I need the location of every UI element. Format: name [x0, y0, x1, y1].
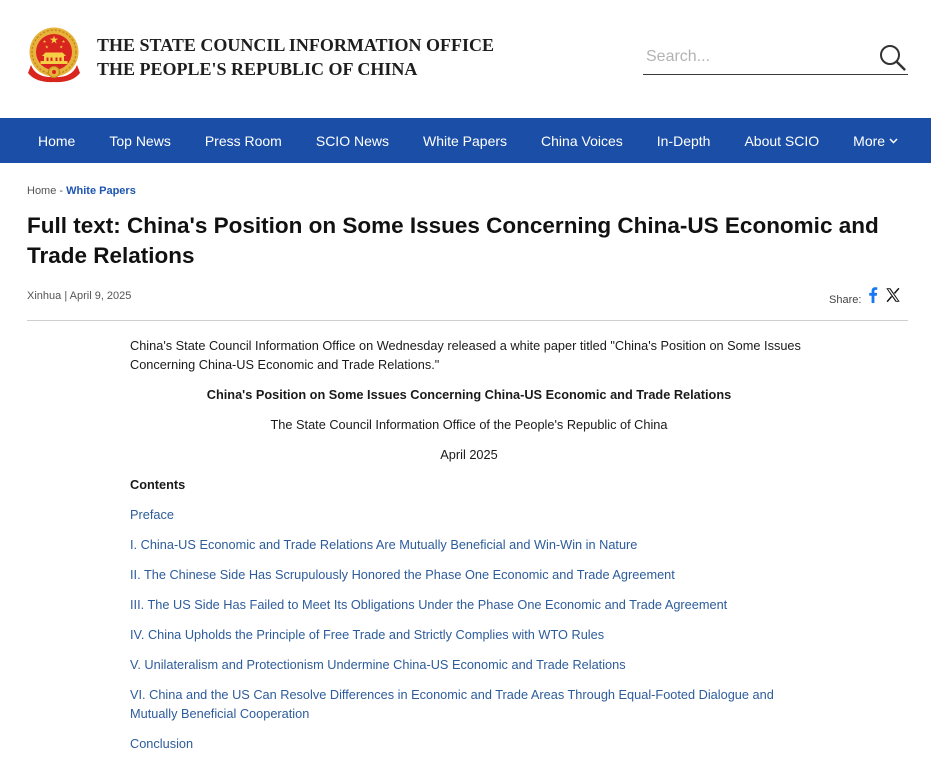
- contents-item: [130, 535, 808, 554]
- document-date: April 2025: [440, 447, 498, 462]
- site-title: [97, 33, 494, 81]
- contents-item: [130, 565, 808, 584]
- contents-link-section-4[interactable]: IV. China Upholds the Principle of Free Trade and Strictly Complies with WTO Rules: [130, 627, 605, 642]
- title-divider: [27, 320, 908, 321]
- search-icon: [879, 44, 906, 71]
- nav-item-home[interactable]: Home: [38, 132, 76, 149]
- contents-link-section-2[interactable]: II. The Chinese Side Has Scrupulously Honored the Phase One Economic and Trade Agreement: [130, 567, 675, 582]
- contents-link-conclusion[interactable]: Conclusion: [130, 736, 194, 751]
- share-label: Share:: [829, 294, 862, 306]
- nav-item-more-label: More: [853, 132, 886, 149]
- contents-link-preface[interactable]: Preface: [130, 507, 174, 522]
- breadcrumb-home[interactable]: Home: [27, 185, 57, 197]
- nav-item-press-room[interactable]: Press Room: [204, 132, 282, 149]
- intro-paragraph: China's State Council Information Office on Wednesday released a white paper titled "China's Position on Some Issues Concerning China-US Economic and Trade Relations.": [130, 338, 801, 372]
- breadcrumb: [27, 184, 908, 198]
- main-content: [27, 163, 908, 753]
- document-title: China's Position on Some Issues Concerning China-US Economic and Trade Relations: [206, 387, 732, 402]
- contents-link-section-1[interactable]: I. China-US Economic and Trade Relations Are Mutually Beneficial and Win-Win in Nature: [130, 537, 638, 552]
- nav-item-china-voices[interactable]: China Voices: [541, 132, 623, 149]
- contents-item: [130, 595, 808, 614]
- main-nav: [0, 118, 931, 163]
- contents-link-section-3[interactable]: III. The US Side Has Failed to Meet Its Obligations Under the Phase One Economic and Trade Agreement: [130, 597, 728, 612]
- article-date: April 9, 2025: [69, 290, 132, 302]
- breadcrumb-separator: -: [59, 185, 64, 197]
- nav-item-about-scio[interactable]: About SCIO: [744, 132, 820, 149]
- nav-item-top-news[interactable]: Top News: [109, 132, 171, 149]
- nav-item-scio-news[interactable]: SCIO News: [315, 132, 389, 149]
- article-title: Full text: China's Position on Some Issues Concerning China-US Economic and Trade Relations: [27, 213, 879, 268]
- search-input[interactable]: [643, 40, 871, 74]
- contents-link-section-5[interactable]: V. Unilateralism and Protectionism Undermine China-US Economic and Trade Relations: [130, 657, 626, 672]
- site-title-line1: THE STATE COUNCIL INFORMATION OFFICE: [97, 35, 495, 55]
- contents-item: [130, 505, 808, 524]
- breadcrumb-white-papers[interactable]: White Papers: [66, 185, 136, 197]
- search-bar: [643, 40, 908, 75]
- contents-link-section-6[interactable]: VI. China and the US Can Resolve Differences in Economic and Trade Areas Through Equal-Footed Dialogue and Mutually Beneficial Cooperation: [130, 687, 774, 721]
- contents-heading: Contents: [130, 477, 186, 492]
- article-body: [130, 336, 808, 753]
- contents-item: [130, 685, 808, 723]
- article-source: Xinhua: [27, 290, 62, 302]
- document-issuer: The State Council Information Office of the People's Republic of China: [270, 417, 668, 432]
- byline-separator: |: [64, 290, 68, 302]
- chevron-down-icon: [889, 138, 898, 144]
- site-logo-link[interactable]: [27, 27, 507, 83]
- contents-item: [130, 625, 808, 644]
- search-button[interactable]: [879, 44, 906, 71]
- site-title-line2: THE PEOPLE'S REPUBLIC OF CHINA: [97, 59, 418, 79]
- byline: [27, 289, 131, 303]
- national-emblem-icon: [27, 27, 81, 83]
- site-header: [0, 0, 931, 118]
- nav-item-in-depth[interactable]: In-Depth: [656, 132, 711, 149]
- nav-item-white-papers[interactable]: White Papers: [422, 132, 508, 149]
- article-meta: [27, 286, 908, 310]
- facebook-icon[interactable]: [868, 287, 878, 303]
- x-icon[interactable]: [886, 288, 900, 302]
- contents-item: [130, 734, 808, 753]
- share-bar: [829, 286, 900, 310]
- nav-item-more[interactable]: [836, 118, 915, 163]
- contents-item: [130, 655, 808, 674]
